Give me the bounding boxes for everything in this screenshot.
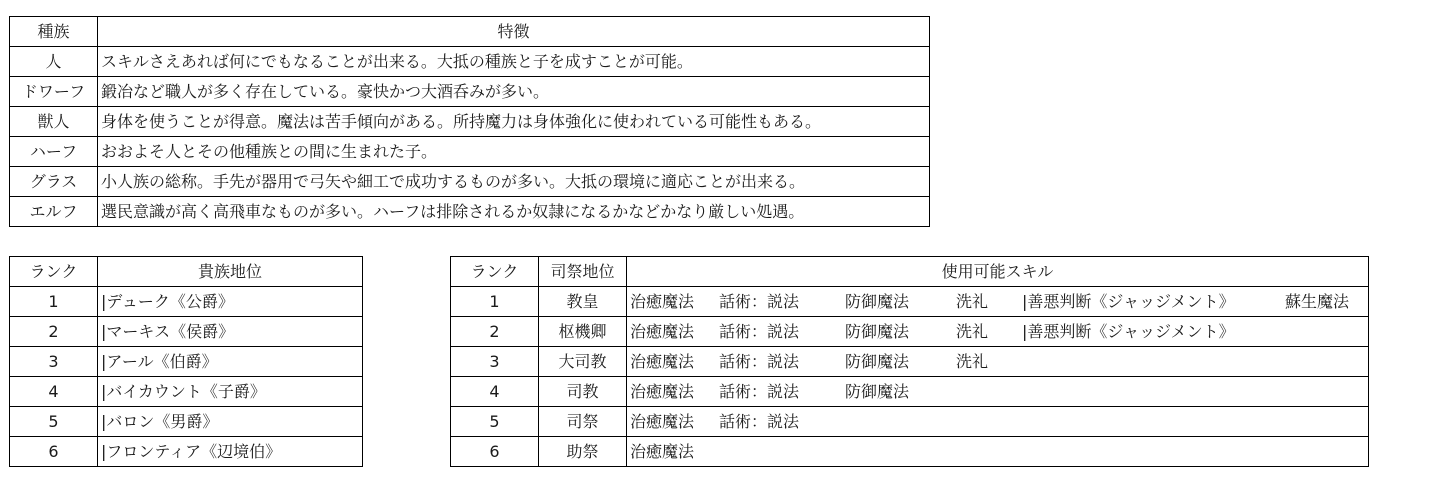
noble-title: |アール《伯爵》: [98, 347, 363, 377]
skill-item: 防御魔法: [845, 352, 910, 371]
priest-skills: [627, 377, 1369, 407]
priest-skills: [627, 437, 1369, 467]
table-row: [10, 137, 930, 167]
table-row: [10, 377, 363, 407]
skill-item: 治癒魔法: [630, 352, 695, 371]
race-name: 獣人: [10, 107, 98, 137]
priest-title: 大司教: [539, 347, 627, 377]
noble-rank: 1: [10, 287, 98, 317]
table-row: [10, 407, 363, 437]
skill-item: 治癒魔法: [630, 292, 695, 311]
skill-item: 防御魔法: [845, 322, 910, 341]
table-row: [10, 317, 363, 347]
skill-item: 話術：説法: [719, 352, 800, 371]
skill-item: 話術：説法: [719, 322, 800, 341]
race-table: [9, 16, 930, 227]
noble-title: |バロン《男爵》: [98, 407, 363, 437]
table-row: [451, 287, 1369, 317]
header-race: 種族: [10, 17, 98, 47]
table-row: [451, 437, 1369, 467]
priest-title: 助祭: [539, 437, 627, 467]
skill-item: 話術：説法: [719, 382, 800, 401]
priest-rank-table: [450, 256, 1369, 467]
table-header-row: [10, 17, 930, 47]
skill-item: 治癒魔法: [630, 442, 695, 461]
priest-skills: [627, 347, 1369, 377]
skill-item: 話術：説法: [719, 412, 800, 431]
priest-rank: 6: [451, 437, 539, 467]
noble-rank: 3: [10, 347, 98, 377]
race-name: エルフ: [10, 197, 98, 227]
skill-item: 蘇生魔法: [1285, 292, 1350, 311]
table-row: [10, 167, 930, 197]
priest-skills: [627, 287, 1369, 317]
table-row: [451, 377, 1369, 407]
noble-title: |マーキス《侯爵》: [98, 317, 363, 347]
race-name: グラス: [10, 167, 98, 197]
priest-title: 司祭: [539, 407, 627, 437]
header-skills: 使用可能スキル: [627, 257, 1369, 287]
skill-item: 話術：説法: [719, 292, 800, 311]
table-row: [451, 347, 1369, 377]
noble-title: |デューク《公爵》: [98, 287, 363, 317]
priest-rank: 4: [451, 377, 539, 407]
skill-item: 治癒魔法: [630, 412, 695, 431]
table-header-row: [10, 257, 363, 287]
table-row: [10, 47, 930, 77]
noble-rank: 4: [10, 377, 98, 407]
table-row: [10, 347, 363, 377]
skill-item: 洗礼: [956, 322, 989, 341]
table-row: [10, 107, 930, 137]
header-rank: ランク: [451, 257, 539, 287]
noble-title: |バイカウント《子爵》: [98, 377, 363, 407]
priest-rank: 1: [451, 287, 539, 317]
priest-rank: 3: [451, 347, 539, 377]
race-name: ドワーフ: [10, 77, 98, 107]
priest-rank: 2: [451, 317, 539, 347]
race-traits: おおよそ人とその他種族との間に生まれた子。: [98, 137, 930, 167]
table-row: [10, 77, 930, 107]
noble-rank: 2: [10, 317, 98, 347]
table-row: [10, 287, 363, 317]
skill-item: 防御魔法: [845, 382, 910, 401]
table-header-row: [451, 257, 1369, 287]
priest-skills: [627, 407, 1369, 437]
race-name: 人: [10, 47, 98, 77]
header-priest-title: 司祭地位: [539, 257, 627, 287]
skill-item: 洗礼: [956, 292, 989, 311]
priest-title: 枢機卿: [539, 317, 627, 347]
noble-rank-table: [9, 256, 363, 467]
header-traits: 特徴: [98, 17, 930, 47]
table-row: [10, 437, 363, 467]
skill-item: 治癒魔法: [630, 382, 695, 401]
priest-rank: 5: [451, 407, 539, 437]
race-traits: 身体を使うことが得意。魔法は苦手傾向がある。所持魔力は身体強化に使われている可能性もある。: [98, 107, 930, 137]
noble-rank: 5: [10, 407, 98, 437]
race-name: ハーフ: [10, 137, 98, 167]
noble-rank: 6: [10, 437, 98, 467]
priest-title: 教皇: [539, 287, 627, 317]
skill-item: |善悪判断《ジャッジメント》: [1022, 292, 1235, 311]
race-traits: スキルさえあれば何にでもなることが出来る。大抵の種族と子を成すことが可能。: [98, 47, 930, 77]
table-row: [451, 317, 1369, 347]
table-row: [451, 407, 1369, 437]
table-row: [10, 197, 930, 227]
skill-item: |善悪判断《ジャッジメント》: [1022, 322, 1235, 341]
skill-item: 防御魔法: [845, 292, 910, 311]
header-noble-title: 貴族地位: [98, 257, 363, 287]
header-rank: ランク: [10, 257, 98, 287]
skill-item: 洗礼: [956, 352, 989, 371]
priest-title: 司教: [539, 377, 627, 407]
race-traits: 小人族の総称。手先が器用で弓矢や細工で成功するものが多い。大抵の環境に適応ことが出来る。: [98, 167, 930, 197]
race-traits: 鍛冶など職人が多く存在している。豪快かつ大酒呑みが多い。: [98, 77, 930, 107]
noble-title: |フロンティア《辺境伯》: [98, 437, 363, 467]
race-traits: 選民意識が高く高飛車なものが多い。ハーフは排除されるか奴隷になるかなどかなり厳しい処遇。: [98, 197, 930, 227]
skill-item: 治癒魔法: [630, 322, 695, 341]
priest-skills: [627, 317, 1369, 347]
